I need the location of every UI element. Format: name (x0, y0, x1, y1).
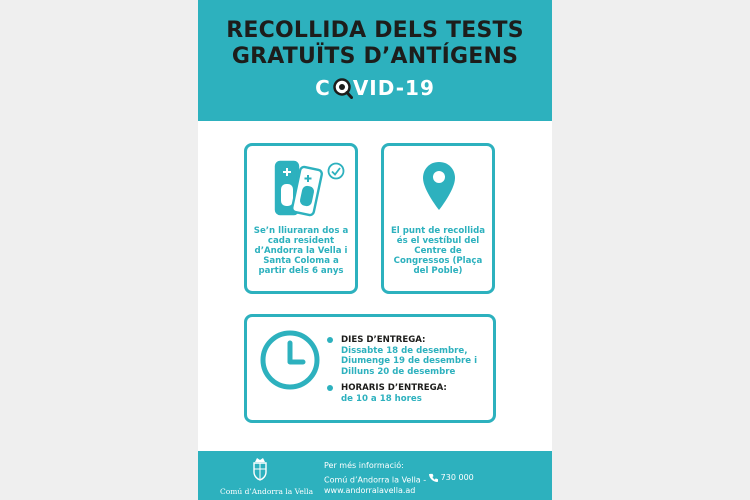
poster-title (198, 0, 552, 70)
days-line-1: Dissabte 18 de desembre, (341, 345, 468, 356)
poster-header (198, 0, 552, 121)
bullet-dot (327, 337, 333, 343)
hours-value: de 10 a 18 hores (341, 393, 422, 404)
location-pin-icon (421, 160, 457, 212)
info-line-2 (324, 472, 474, 486)
poster (198, 0, 552, 500)
clock-icon (259, 329, 321, 391)
location-card (381, 143, 495, 294)
days-line-2: Diumenge 19 de desembre i (341, 356, 478, 366)
delivery-days (327, 335, 497, 377)
website-link[interactable]: www.andorralavella.ad (324, 486, 416, 496)
covid-label (198, 76, 552, 100)
recipients-card (244, 143, 358, 294)
delivery-schedule (327, 335, 497, 410)
title-line-1: RECOLLIDA DELS TESTS (226, 18, 524, 43)
covid-prefix: C (315, 76, 331, 100)
phone-number[interactable]: 730 000 (440, 472, 474, 482)
comu-logo (220, 457, 314, 496)
phone-contact[interactable] (429, 472, 474, 484)
poster-footer (198, 451, 552, 500)
phone-icon (429, 473, 438, 482)
covid-suffix: VID-19 (352, 76, 435, 100)
days-line-3: Dilluns 20 de desembre (341, 366, 456, 377)
location-text: El punt de recollida és el vestíbul del Centre de Congressos (Plaça del Poble) (390, 226, 486, 276)
coat-of-arms-icon (251, 457, 269, 481)
bullet-dot (327, 385, 333, 391)
magnifier-icon (331, 77, 353, 99)
title-line-2: GRATUÏTS D’ANTÍGENS (231, 44, 519, 69)
schedule-card (244, 314, 496, 423)
logo-text: Comú d’Andorra la Vella (220, 487, 314, 496)
info-line-1: Per més informació: (324, 461, 404, 470)
info-line-2-text: Comú d’Andorra la Vella - (324, 474, 427, 484)
test-kits-icon (271, 156, 335, 220)
recipients-text: Se’n lliuraran dos a cada resident d’Andorra la Vella i Santa Coloma a partir dels 6 anys (253, 226, 349, 276)
hours-heading: HORARIS D’ENTREGA: (341, 383, 447, 393)
check-icon (327, 162, 345, 180)
delivery-hours (327, 383, 497, 404)
contact-info (324, 460, 474, 497)
days-heading: DIES D’ENTREGA: (341, 335, 426, 345)
